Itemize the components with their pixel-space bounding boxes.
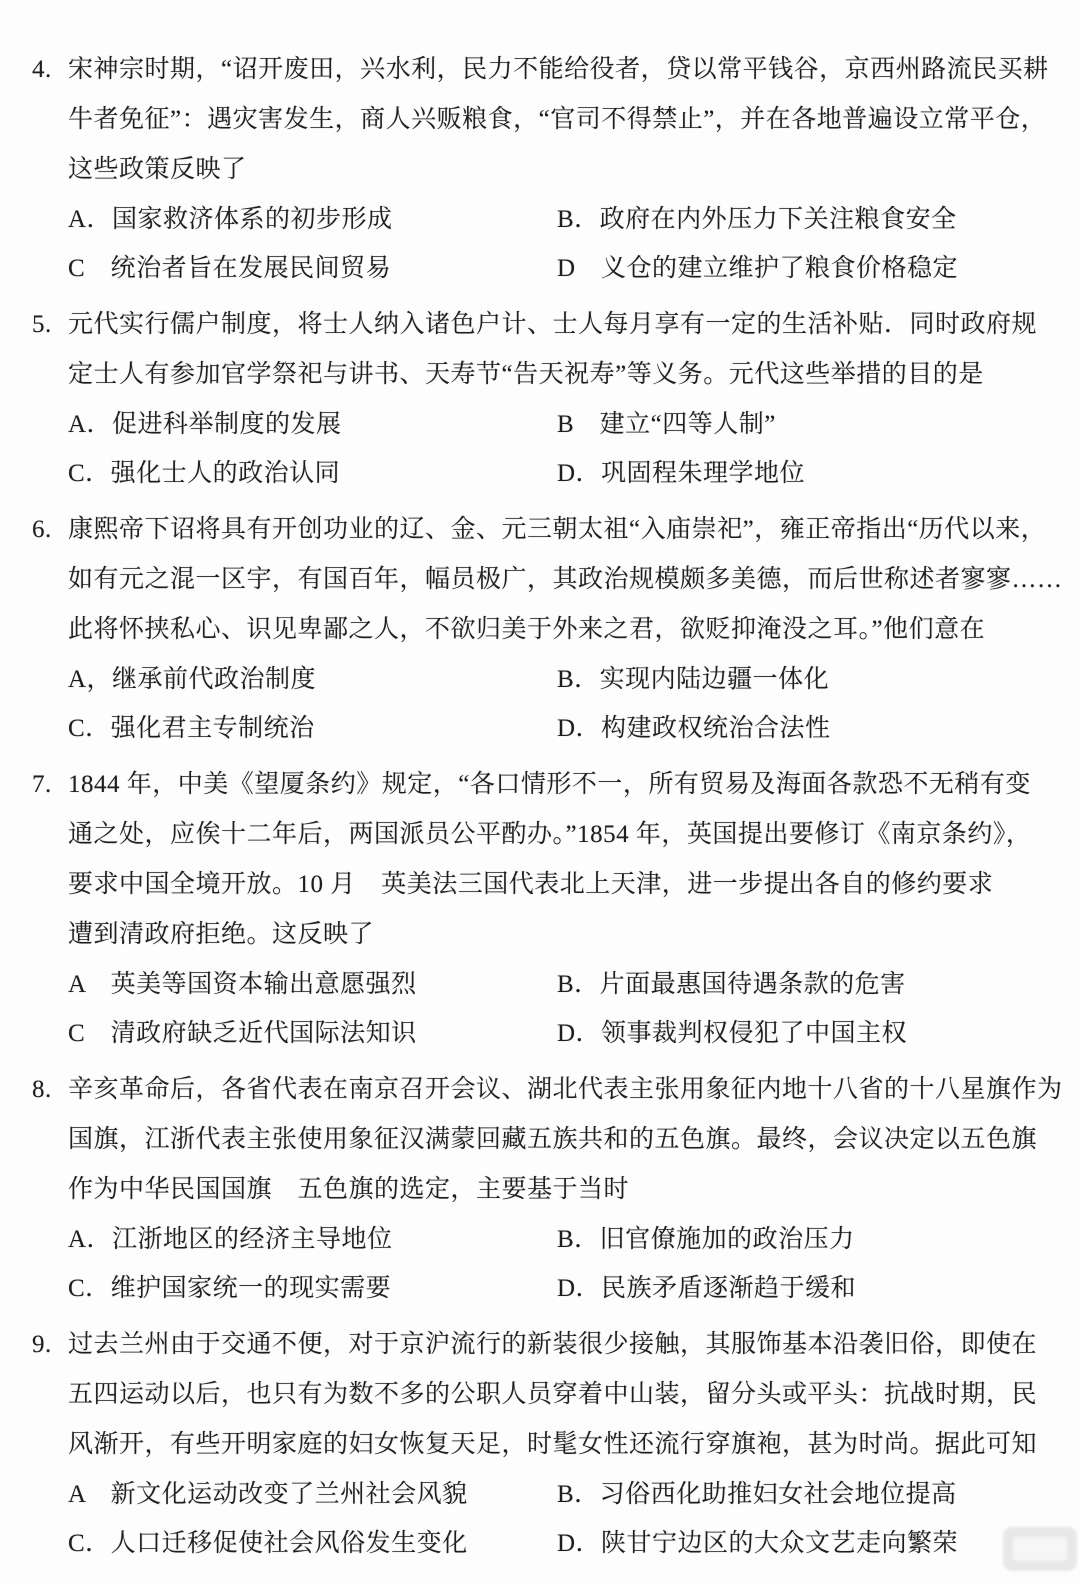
question-line: 国旗，江浙代表主张使用象征汉满蒙回藏五族共和的五色旗。最终，会议决定以五色旗 — [68, 1126, 1038, 1153]
question-text: 元代实行儒户制度，将士人纳入诸色户计、士人每月享有一定的生活补贴．同时政府规 — [68, 311, 1038, 338]
question-5 — [32, 300, 1062, 498]
option-d: D．领事裁判权侵犯了中国主权 — [557, 1020, 908, 1047]
question-text: 宋神宗时期，“诏开废田，兴水利，民力不能给役者，贷以常平钱谷，京西州路流民买耕 — [68, 56, 1049, 83]
options — [32, 1215, 1062, 1313]
question-line: 遭到清政府拒绝。这反映了 — [68, 921, 375, 948]
option-a: A．促进科举制度的发展 — [68, 411, 342, 438]
question-line — [32, 45, 1062, 95]
question-line: 通之处，应俟十二年后，两国派员公平酌办。”1854 年，英国提出要修订《南京条约》， — [68, 821, 1032, 848]
question-line: 如有元之混一区宇，有国百年，幅员极广，其政治规模颇多美德，而后世称述者寥寥…… — [68, 566, 1063, 593]
question-line: 这些政策反映了 — [68, 156, 247, 183]
question-number: 8. — [32, 1076, 52, 1103]
option-b: B．政府在内外压力下关注粮食安全 — [557, 206, 957, 233]
question-text: 1844 年，中美《望厦条约》规定，“各口情形不一，所有贸易及海面各款恐不无稍有变 — [68, 771, 1031, 798]
question-line — [32, 1320, 1062, 1370]
question-6 — [32, 505, 1062, 753]
question-line: 定士人有参加官学祭祀与讲书、天寿节“告天祝寿”等义务。元代这些举措的目的是 — [68, 361, 984, 388]
question-text: 辛亥革命后，各省代表在南京召开会议、湖北代表主张用象征内地十八省的十八星旗作为 — [68, 1076, 1063, 1103]
option-a: A．国家救济体系的初步形成 — [68, 206, 393, 233]
option-b: B．旧官僚施加的政治压力 — [557, 1226, 855, 1253]
option-d: D．构建政权统治合法性 — [557, 715, 831, 742]
option-a: A，继承前代政治制度 — [68, 666, 317, 693]
option-b: B．习俗西化助推妇女社会地位提高 — [557, 1481, 957, 1508]
question-line: 此将怀挟私心、识见卑鄙之人，不欲归美于外来之君，欲贬抑淹没之耳。”他们意在 — [68, 616, 986, 643]
options — [32, 400, 1062, 498]
question-text: 康熙帝下诏将具有开创功业的辽、金、元三朝太祖“入庙崇祀”，雍正帝指出“历代以来， — [68, 516, 1047, 543]
question-number: 5. — [32, 311, 52, 338]
question-line — [32, 300, 1062, 350]
question-line: 五四运动以后，也只有为数不多的公职人员穿着中山装，留分头或平头：抗战时期，民 — [68, 1381, 1038, 1408]
option-b: B．实现内陆边疆一体化 — [557, 666, 830, 693]
question-number: 7. — [32, 771, 52, 798]
question-8 — [32, 1065, 1062, 1313]
question-line — [32, 760, 1062, 810]
option-b: B．片面最惠国待遇条款的危害 — [557, 971, 906, 998]
option-d: D．陕甘宁边区的大众文艺走向繁荣 — [557, 1530, 959, 1557]
question-4 — [32, 45, 1062, 293]
question-line — [32, 505, 1062, 555]
option-a: A．江浙地区的经济主导地位 — [68, 1226, 393, 1253]
option-c: C．强化士人的政治认同 — [68, 460, 341, 487]
option-c: C 统治者旨在发展民间贸易 — [68, 255, 392, 282]
option-c: C．强化君主专制统治 — [68, 715, 315, 742]
question-text: 过去兰州由于交通不便，对于京沪流行的新装很少接触，其服饰基本沿袭旧俗，即使在 — [68, 1331, 1038, 1358]
option-d: D．民族矛盾逐渐趋于缓和 — [557, 1275, 857, 1302]
option-d: D．巩固程朱理学地位 — [557, 460, 806, 487]
question-line: 要求中国全境开放。10 月 英美法三国代表北上天津，进一步提出各自的修约要求 — [68, 871, 994, 898]
question-number: 4. — [32, 56, 52, 83]
question-number: 6. — [32, 516, 52, 543]
options — [32, 1470, 1062, 1568]
question-line: 牛者免征”：遇灾害发生，商人兴贩粮食，“官司不得禁止”，并在各地普遍设立常平仓， — [68, 106, 1047, 133]
option-d: D 义仓的建立维护了粮食价格稳定 — [557, 255, 959, 282]
question-9 — [32, 1320, 1062, 1568]
question-line: 风渐开，有些开明家庭的妇女恢复天足，时髦女性还流行穿旗袍，甚为时尚。据此可知 — [68, 1431, 1038, 1458]
question-line — [32, 1065, 1062, 1115]
option-c: C．维护国家统一的现实需要 — [68, 1275, 392, 1302]
options — [32, 960, 1062, 1058]
option-a: A 新文化运动改变了兰州社会风貌 — [68, 1481, 468, 1508]
question-7 — [32, 760, 1062, 1058]
option-c: C 清政府缺乏近代国际法知识 — [68, 1020, 417, 1047]
question-number: 9. — [32, 1331, 52, 1358]
question-line: 作为中华民国国旗 五色旗的选定，主要基于当时 — [68, 1176, 630, 1203]
options — [32, 195, 1062, 293]
options — [32, 655, 1062, 753]
option-b: B 建立“四等人制” — [557, 411, 776, 438]
watermark — [1003, 1527, 1077, 1571]
option-c: C．人口迁移促使社会风俗发生变化 — [68, 1530, 468, 1557]
option-a: A 英美等国资本输出意愿强烈 — [68, 971, 417, 998]
